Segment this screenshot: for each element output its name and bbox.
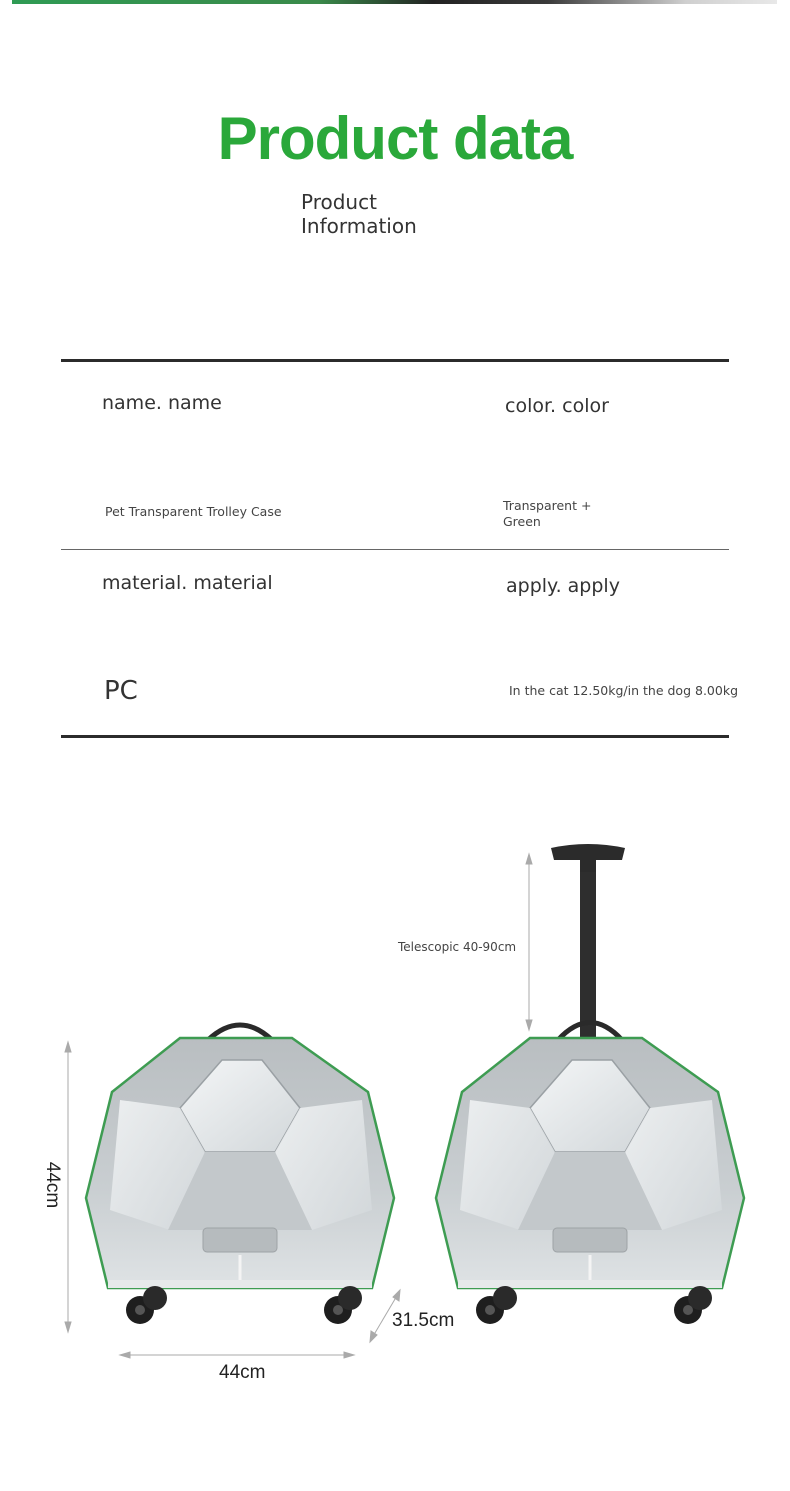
apply-value: In the cat 12.50kg/in the dog 8.00kg <box>509 683 738 698</box>
color-value-line-1: Transparent + <box>503 498 592 513</box>
width-dimension: 44cm <box>219 1362 266 1383</box>
subtitle-line-2: Information <box>301 214 417 238</box>
name-label: name. name <box>102 392 222 414</box>
apply-label: apply. apply <box>506 575 620 597</box>
material-label: material. material <box>102 572 273 594</box>
material-value: PC <box>104 676 138 706</box>
height-dimension: 44cm <box>42 1161 63 1209</box>
page-title: Product data <box>217 105 573 172</box>
subtitle-line-1: Product <box>301 190 377 214</box>
telescopic-handle-label: Telescopic 40-90cm <box>398 940 517 954</box>
color-label: color. color <box>505 395 609 417</box>
depth-dimension: 31.5cm <box>392 1310 455 1331</box>
name-value: Pet Transparent Trolley Case <box>105 504 282 519</box>
pet-trolley-case-with-handle-icon <box>436 844 744 1324</box>
pet-trolley-case-front-icon <box>86 1025 394 1324</box>
color-value-line-2: Green <box>503 514 541 529</box>
